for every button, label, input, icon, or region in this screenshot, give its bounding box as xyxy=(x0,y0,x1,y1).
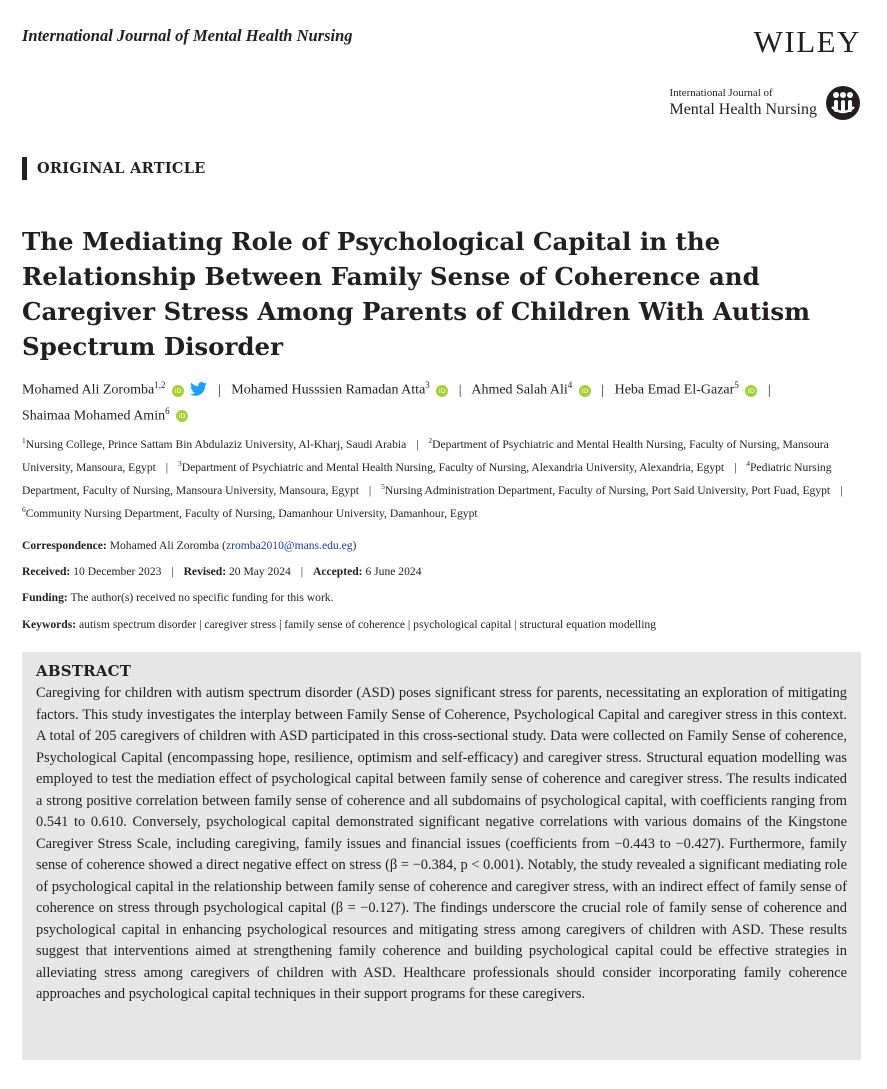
revised-label: Revised: xyxy=(183,565,227,578)
correspondence-name: Mohamed Ali Zoromba xyxy=(109,539,220,552)
orcid-icon[interactable]: iD xyxy=(745,385,757,397)
keyword[interactable]: autism spectrum disorder xyxy=(79,618,197,631)
author-list xyxy=(22,375,872,426)
author-separator: | xyxy=(458,382,462,398)
abstract-heading: ABSTRACT xyxy=(36,662,132,680)
orcid-icon[interactable]: iD xyxy=(176,410,188,422)
correspondence-line: Correspondence: Mohamed Ali Zoromba (zromba2010@mans.edu.eg) xyxy=(22,539,357,552)
author-separator: | xyxy=(601,382,605,398)
journal-emblem-icon xyxy=(825,85,861,121)
received-date: 10 December 2023 xyxy=(73,565,162,578)
date-separator: | xyxy=(300,565,304,578)
author-name[interactable]: Mohamed Ali Zoromba xyxy=(22,382,155,398)
dates-line xyxy=(22,564,872,580)
journal-header-title: International Journal of Mental Health Nursing xyxy=(22,26,353,45)
keyword[interactable]: family sense of coherence xyxy=(284,618,406,631)
journal-logo-line1: International Journal of xyxy=(669,87,773,99)
funding-line xyxy=(22,590,872,606)
affiliation-number: 5 xyxy=(381,481,385,491)
journal-logo-line2: Mental Health Nursing xyxy=(669,101,817,118)
correspondence-label: Correspondence: xyxy=(22,539,107,552)
funding-label: Funding: xyxy=(22,591,68,604)
article-title: The Mediating Role of Psychological Capital in the Relationship Between Family Sense of Coherence and Caregiver Stress Among Parents of Children With Autism Spectrum Disorder xyxy=(22,227,811,361)
author-separator: | xyxy=(217,382,221,398)
author-affiliation-ref: 4 xyxy=(567,380,573,390)
affiliations xyxy=(22,431,872,522)
affiliation-number: 2 xyxy=(428,436,433,445)
abstract-text: Caregiving for children with autism spectrum disorder (ASD) poses significant stress for parents, necessitating an exploration of mitigating factors. This study investigates the interplay between Family Sense of Coherence, Psychological Capital and caregiver stress in this context. A total of 205 caregivers of children with ASD participated in this cross-sectional study. Data were collected on Family Sense of coherence, Psychological Capital (encompassing hope, resilience, optimism and self-efficacy) and caregiver stress. Structural equation modelling was employed to test the mediation effect of psychological capital between family sense of coherence and caregiver stress. The results indicated a strong positive correlation between family sense of coherence and all subdomains of psychological capital, with coefficients ranging from 0.541 to 0.610. Conversely, psychological capital demonstrated significant negative correlations with various domains of the Kingstone Caregiver Stress Scale, including caregiving, family issues and financial issues (coefficients from −0.443 to −0.427). Furthermore, family sense of coherence showed a direct negative effect on stress (β = −0.384, p < 0.001). Notably, the study revealed a significant mediating role of psychological capital in the relationship between family sense of coherence and caregiver stress, with an indirect effect of family sense of coherence on stress through psychological capital (β = −0.127). The findings underscore the crucial role of family sense of coherence and psychological capital in enhancing psychological resources and mitigating stress among caregivers of children with ASD. These results suggest that interventions aimed at strengthening family coherence and building psychological capital could be effective strategies in alleviating stress among caregivers of children with ASD. Healthcare professionals should consider incorporating family coherence approaches and psychological capital techniques in their support programs for these caregivers. xyxy=(36,685,847,1002)
revised-date: 20 May 2024 xyxy=(228,565,291,578)
publisher-logo[interactable]: WILEY xyxy=(753,24,861,59)
article-type-label: ORIGINAL ARTICLE xyxy=(22,157,206,180)
affiliation-separator: | xyxy=(734,460,737,474)
author-affiliation-ref: 6 xyxy=(165,405,170,416)
keyword[interactable]: caregiver stress xyxy=(204,618,277,631)
orcid-icon[interactable]: iD xyxy=(436,385,448,397)
date-separator: | xyxy=(171,565,174,578)
affiliation-text: Department of Psychiatric and Mental Health Nursing, Faculty of Nursing, Mansoura University, Mansoura, Egypt xyxy=(22,437,829,474)
author-name[interactable]: Shaimaa Mohamed Amin xyxy=(22,408,166,424)
keywords-line xyxy=(22,617,872,633)
affiliation-separator: | xyxy=(840,483,843,497)
affiliation-separator: | xyxy=(165,460,169,474)
author-affiliation-ref: 5 xyxy=(734,380,739,390)
correspondence-email-link[interactable]: zromba2010@mans.edu.eg xyxy=(225,539,353,552)
keywords-label: Keywords: xyxy=(22,618,77,631)
author-name[interactable]: Heba Emad El-Gazar xyxy=(614,382,735,398)
affiliation-text: Community Nursing Department, Faculty of Nursing, Damanhour University, Damanhour, Egypt xyxy=(25,506,478,520)
affiliation-number: 1 xyxy=(22,436,26,445)
author-affiliation-ref: 3 xyxy=(425,380,430,390)
affiliation-text: Pediatric Nursing Department, Faculty of Nursing, Mansoura University, Mansoura, Egypt xyxy=(22,460,832,497)
keyword-separator: | xyxy=(279,618,282,631)
affiliation-number: 4 xyxy=(746,458,751,468)
affiliation-text: Nursing Administration Department, Faculty of Nursing, Port Said University, Port Fuad, Egypt xyxy=(384,483,831,497)
abstract-box xyxy=(22,652,861,1060)
keyword-separator: | xyxy=(407,618,411,631)
journal-logo[interactable] xyxy=(669,85,861,121)
keyword[interactable]: psychological capital xyxy=(413,618,512,631)
journal-logo-text xyxy=(669,87,817,119)
keyword-separator: | xyxy=(514,618,517,631)
author-name[interactable]: Mohamed Husssien Ramadan Atta xyxy=(231,382,426,398)
orcid-icon[interactable]: iD xyxy=(172,385,184,397)
author-separator: | xyxy=(767,382,771,398)
accepted-date: 6 June 2024 xyxy=(365,565,422,578)
author-affiliation-ref: 1,2 xyxy=(154,380,166,390)
author-name[interactable]: Ahmed Salah Ali xyxy=(471,382,568,398)
affiliation-number: 3 xyxy=(177,458,182,468)
accepted-label: Accepted: xyxy=(312,565,363,578)
twitter-icon[interactable] xyxy=(190,382,207,396)
keyword-separator: | xyxy=(199,618,202,631)
received-label: Received: xyxy=(22,565,71,578)
affiliation-text: Nursing College, Prince Sattam Bin Abdulaziz University, Al-Kharj, Saudi Arabia xyxy=(25,437,407,451)
affiliation-separator: | xyxy=(416,437,419,451)
keyword[interactable]: structural equation modelling xyxy=(519,618,657,631)
affiliation-number: 6 xyxy=(22,504,26,514)
affiliation-separator: | xyxy=(368,483,372,497)
orcid-icon[interactable]: iD xyxy=(579,385,591,397)
affiliation-text: Department of Psychiatric and Mental Health Nursing, Faculty of Nursing, Alexandria University, Alexandria, Egypt xyxy=(181,460,725,474)
funding-text: The author(s) received no specific funding for this work. xyxy=(70,591,334,604)
